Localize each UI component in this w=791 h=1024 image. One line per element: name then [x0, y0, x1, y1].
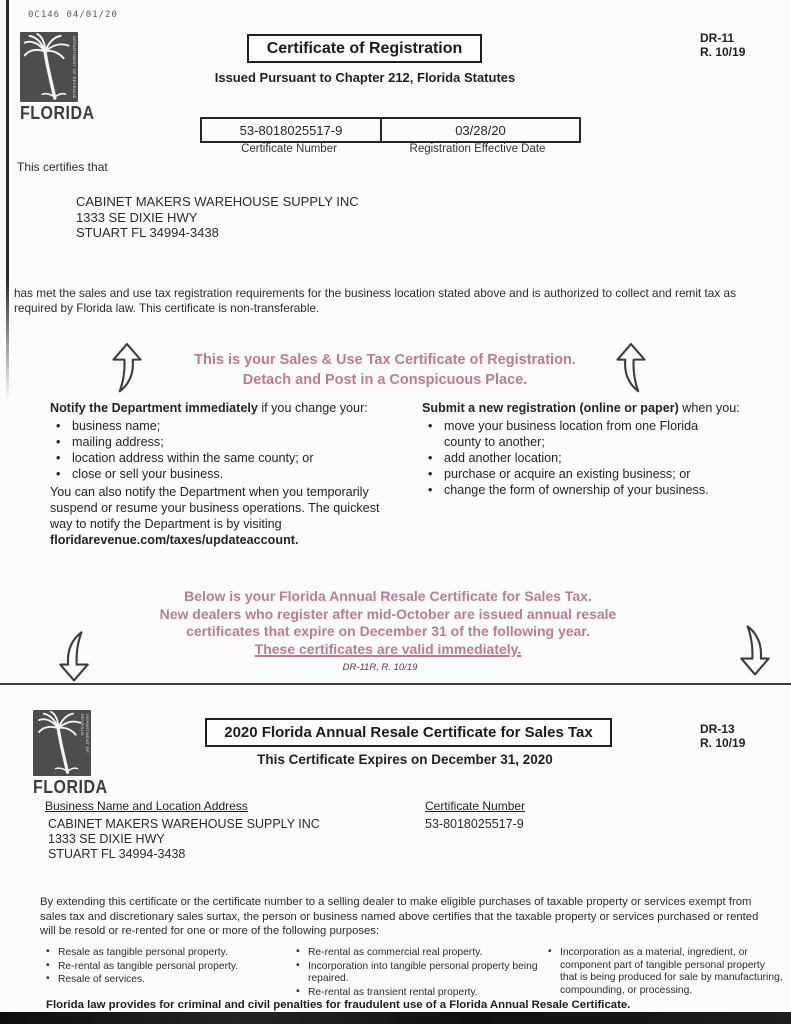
resale-notice-valid-line: These certificates are valid immediately.: [254, 640, 522, 657]
down-arrow-icon: [55, 626, 93, 682]
post-notice-line1: This is your Sales & Use Tax Certificate of Registration.: [194, 352, 576, 368]
submit-lead-bold: Submit a new registration (online or paper): [422, 401, 679, 415]
dr13-title: 2020 Florida Annual Resale Certificate for Sales Tax: [205, 718, 612, 747]
list-item: • purchase or acquire an existing business; or: [422, 466, 762, 482]
submit-column: [422, 400, 762, 498]
business-address-line1: 1333 SE DIXIE HWY: [76, 209, 198, 225]
list-item: • business name;: [50, 418, 400, 434]
dr11r-form-ref: DR-11R, R. 10/19: [342, 662, 418, 673]
palm-tree-icon: [33, 710, 91, 776]
dr13-form-number: DR-13: [700, 722, 735, 736]
resale-notice-line: Below is your Florida Annual Resale Certificate for Sales Tax.: [184, 588, 592, 604]
notify-lead-rest: if you change your:: [257, 401, 368, 415]
dr13-certificate-number: 53-8018025517-9: [425, 817, 524, 831]
logo-agency-vertical-text: DEPARTMENT OF REVENUE: [72, 36, 77, 99]
dr13-subtitle: This Certificate Expires on December 31, 2020: [257, 752, 553, 767]
florida-dor-logo: [33, 710, 113, 796]
list-item: • Incorporation as a material, ingredient, or component part of tangible personal property that is being produced for sale by manufacturing, compounding, or processing.: [546, 947, 784, 997]
dr11-certifies-label: This certifies that: [17, 160, 108, 174]
business-address-line1: 1333 SE DIXIE HWY: [48, 832, 165, 846]
dr11-statement: has met the sales and use tax registration requirements for the business location stated above and is authorized to collect and remit tax as required by Florida law. This certificate is non-transferable.: [14, 286, 736, 315]
list-item: • Re-rental as commercial real property.: [294, 947, 542, 960]
dr11-subtitle: Issued Pursuant to Chapter 212, Florida Statutes: [214, 70, 516, 85]
logo-wordmark: FLORIDA: [33, 778, 108, 798]
list-item: • change the form of ownership of your business.: [422, 482, 762, 498]
purposes-column-3: [546, 947, 784, 998]
notify-column: [50, 400, 400, 548]
notify-footer-url: floridarevenue.com/taxes/updateaccount.: [50, 533, 299, 547]
business-address-line2: STUART FL 34994-3438: [76, 225, 219, 240]
logo-wordmark: FLORIDA: [20, 104, 95, 124]
list-item: • Resale of services.: [44, 974, 282, 987]
list-item: • close or sell your business.: [50, 466, 400, 482]
purposes-column-2: [294, 947, 542, 1000]
resale-notice-line: certificates that expire on December 31 of the following year.: [186, 623, 590, 639]
business-name: CABINET MAKERS WAREHOUSE SUPPLY INC: [76, 194, 359, 209]
florida-dor-logo: [20, 32, 100, 122]
post-notice-line2: Detach and Post in a Conspicuous Place.: [242, 372, 528, 388]
dr13-statement: By extending this certificate or the certificate number to a selling dealer to make eligible purchases of taxable property or services exempt from sales tax and discretionary sales surtax, the person or business named above certifies that the taxable property or services purchased or rented will be resold or re-rented for one or more of the following purposes:: [40, 896, 759, 937]
down-arrow-icon: [736, 620, 774, 676]
dr13-certificate-number-label: Certificate Number: [425, 799, 526, 813]
scan-stamp: 0C146 04/01/20: [28, 10, 118, 20]
logo-agency-vertical-text: DEPARTMENT OF REVENUE: [80, 714, 90, 753]
business-address-line2: STUART FL 34994-3438: [48, 847, 186, 861]
dr11-form-ref: [700, 31, 745, 59]
submit-lead: [422, 400, 762, 416]
dr11-effective-date: 03/28/20: [455, 122, 506, 138]
list-item: • add another location;: [422, 450, 762, 466]
palm-tree-icon: [20, 32, 78, 102]
scan-edge-artifact: [6, 0, 9, 400]
submit-lead-rest: when you:: [678, 401, 740, 415]
notify-footer: You can also notify the Department when you temporarily suspend or resume your business operations. The quickest way to notify the Department is by visiting: [50, 485, 380, 531]
dr11-form-number: DR-11: [700, 31, 735, 45]
list-item: • location address within the same county; or: [50, 450, 400, 466]
notify-lead: [50, 400, 400, 416]
dr13-business-label: Business Name and Location Address: [45, 799, 248, 813]
dr11-effective-date-label: Registration Effective Date: [409, 143, 546, 155]
up-arrow-icon: [108, 343, 146, 397]
list-item: • Re-rental as transient rental property.: [294, 987, 542, 1000]
notify-lead-bold: Notify the Department immediately: [50, 401, 258, 415]
dr13-business-address-block: [48, 817, 320, 862]
scan-bottom-edge: [0, 1012, 791, 1024]
resale-notice: [110, 588, 666, 658]
dr11-number-table: [200, 117, 581, 143]
dr11-business-address-block: [76, 194, 359, 241]
purposes-column-1: [44, 947, 282, 988]
dr11-revision: R. 10/19: [700, 45, 746, 59]
dr11-certificate-number: 53-8018025517-9: [202, 119, 382, 141]
list-item: • Resale as tangible personal property.: [44, 947, 282, 960]
list-item: • Incorporation into tangible personal property being repaired.: [294, 961, 542, 986]
list-item: • mailing address;: [50, 434, 400, 450]
business-name: CABINET MAKERS WAREHOUSE SUPPLY INC: [48, 817, 320, 831]
resale-notice-line: New dealers who register after mid-October are issued annual resale: [159, 605, 617, 622]
dr13-form-ref: [700, 722, 745, 750]
post-notice: [150, 350, 620, 390]
dr13-penalty-statement: Florida law provides for criminal and civil penalties for fraudulent use of a Florida Annual Resale Certificate.: [46, 999, 631, 1011]
list-item: • move your business location from one Florida county to another;: [422, 418, 734, 450]
dr13-revision: R. 10/19: [700, 736, 746, 750]
list-item: • Re-rental as tangible personal property.: [44, 961, 282, 974]
dr11-certificate-number-label: Certificate Number: [241, 143, 337, 155]
dr11-title: Certificate of Registration: [247, 34, 482, 63]
detach-perforation-line: [0, 683, 791, 685]
